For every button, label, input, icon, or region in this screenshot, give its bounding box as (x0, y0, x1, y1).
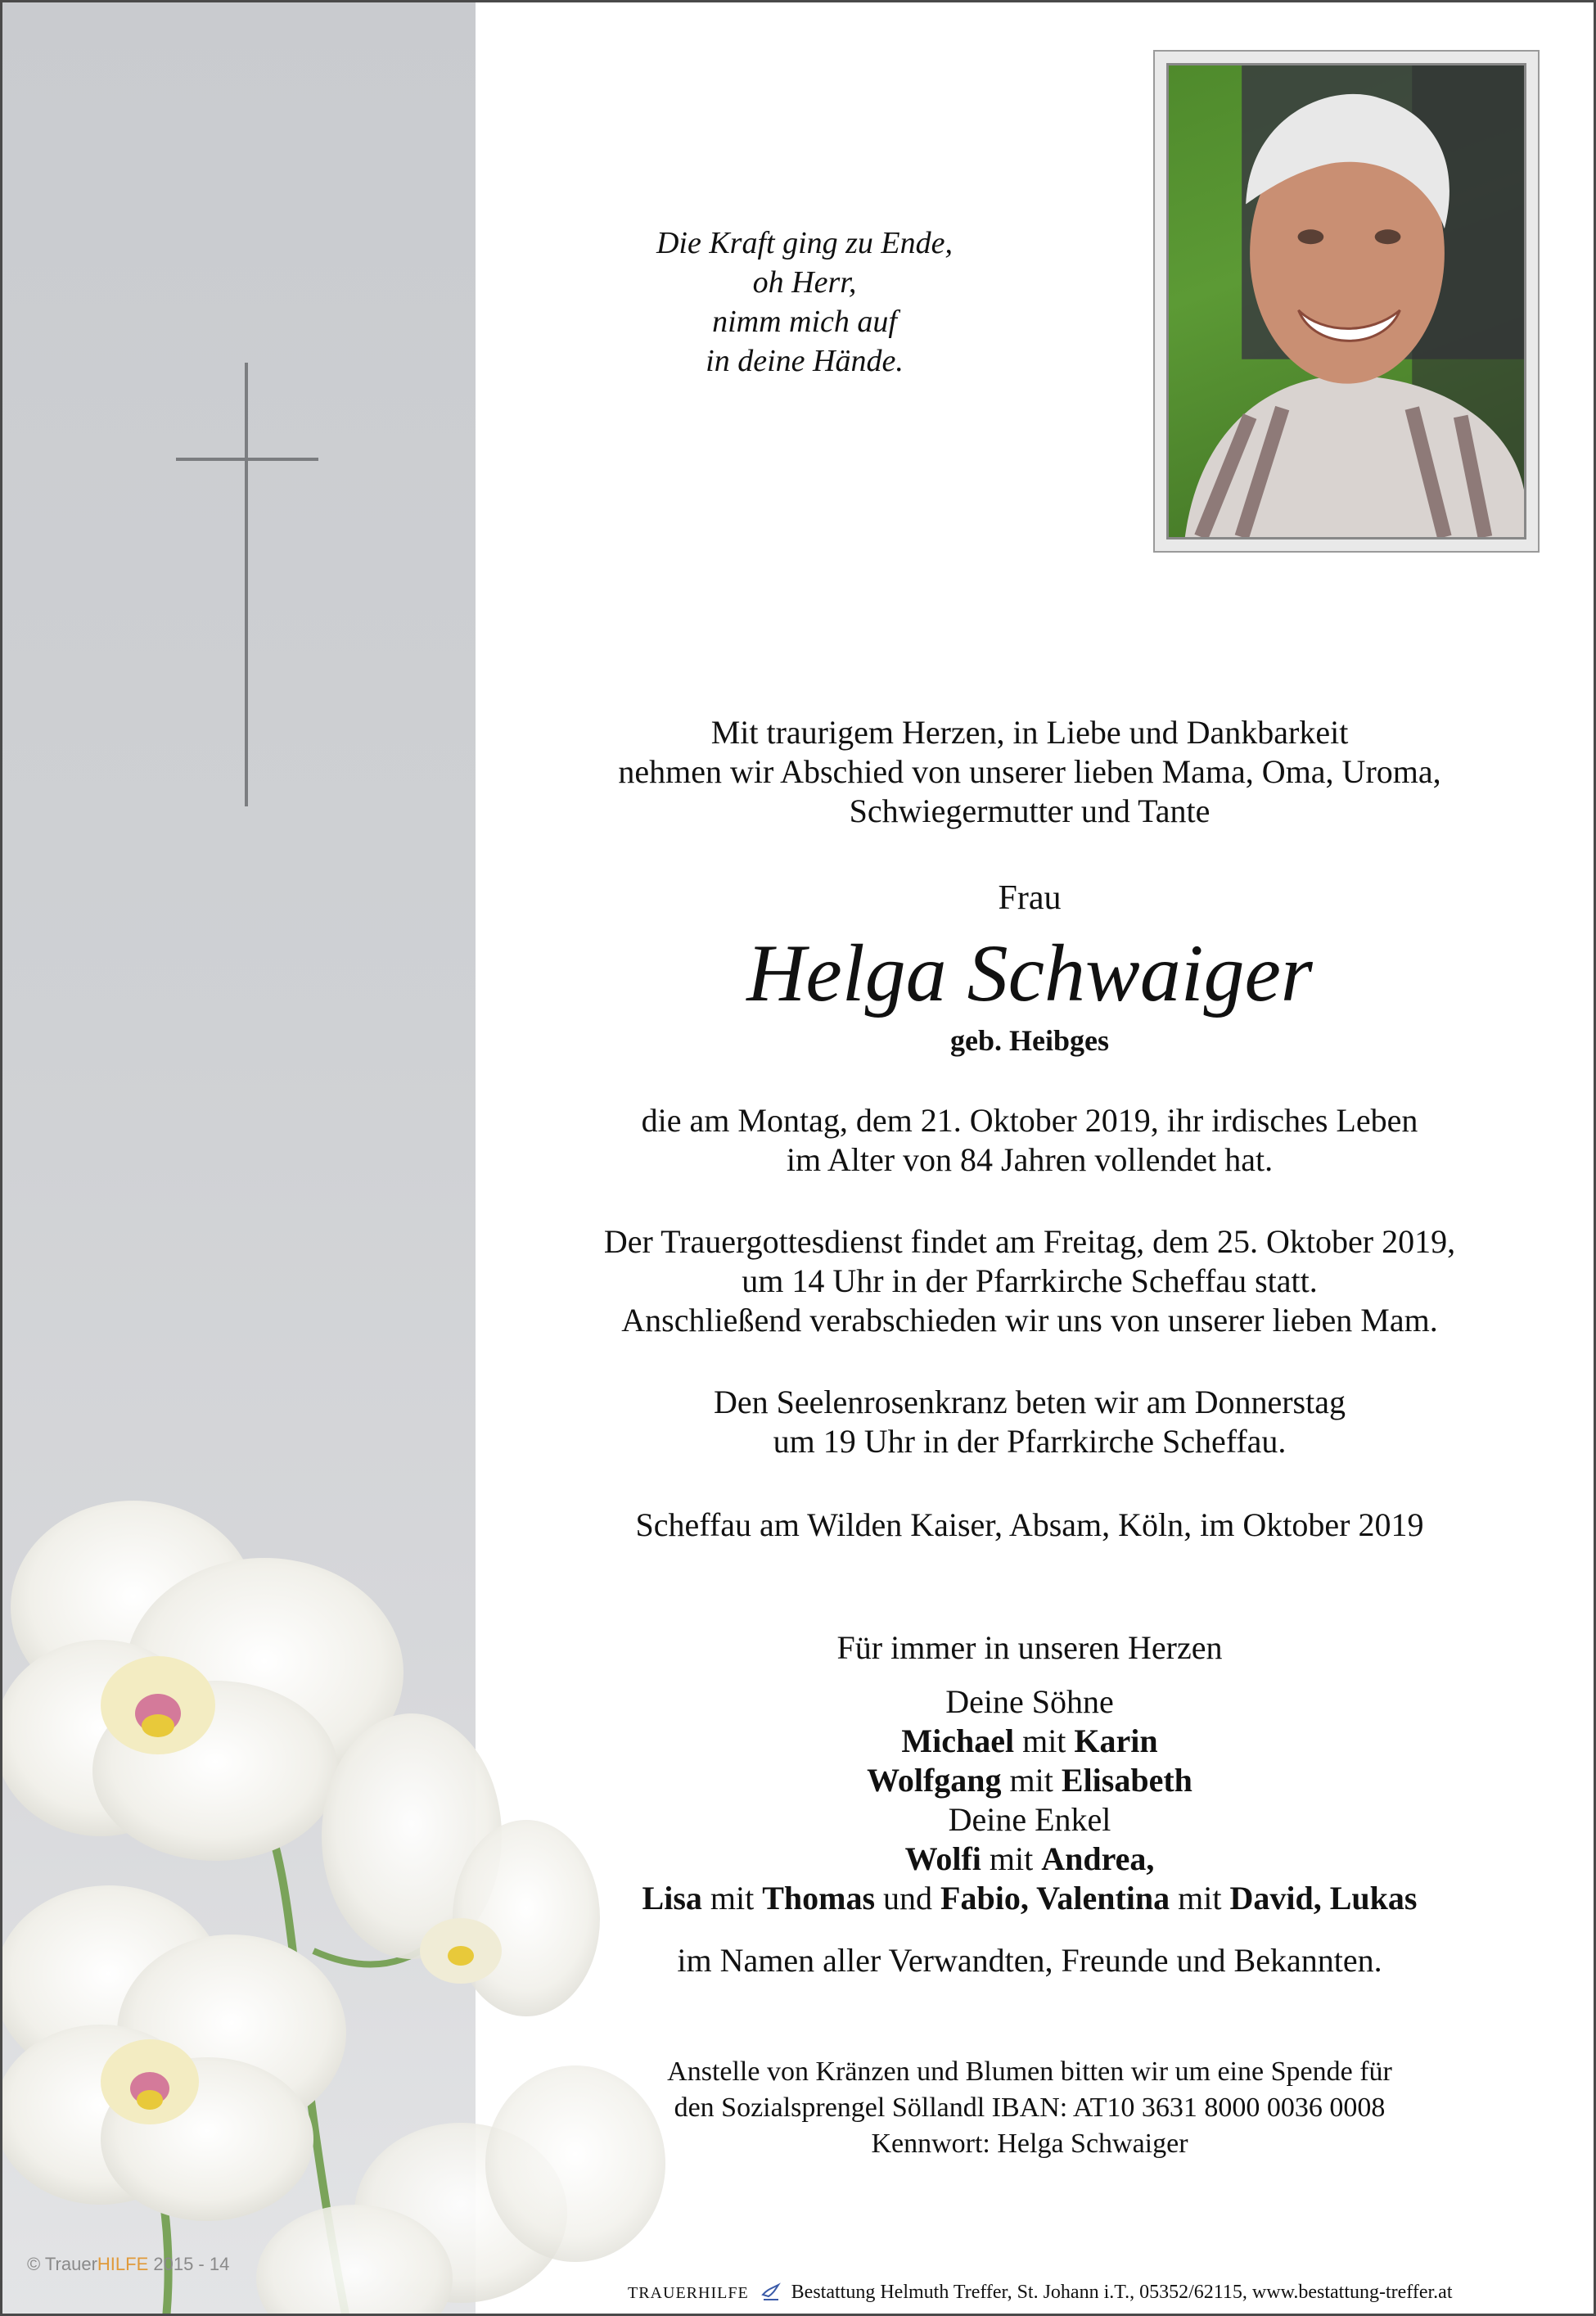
mourner-name: Michael (901, 1722, 1015, 1759)
connector: mit (1014, 1722, 1075, 1759)
intro-line: Mit traurigem Herzen, in Liebe und Dankbarkeit (710, 714, 1349, 751)
rosary-block (526, 1383, 1533, 1461)
copyright-highlight: HILFE (97, 2254, 149, 2274)
death-line: die am Montag, dem 21. Oktober 2019, ihr irdisches Leben (641, 1102, 1418, 1139)
intro-line: nehmen wir Abschied von unserer lieben Mama, Oma, Uroma, (618, 753, 1441, 790)
sons-line-2 (526, 1761, 1533, 1800)
deceased-name: Helga Schwaiger (746, 928, 1313, 1018)
funeral-line: um 14 Uhr in der Pfarrkirche Scheffau statt. (742, 1262, 1318, 1299)
verse-line: oh Herr, (752, 265, 857, 300)
place-date: Scheffau am Wilden Kaiser, Absam, Köln, im Oktober 2019 (635, 1506, 1424, 1543)
mourners-closing: im Namen aller Verwandten, Freunde und Bekannten. (677, 1942, 1382, 1979)
salutation: Frau (998, 879, 1062, 917)
cross-icon-bar (176, 458, 318, 461)
grand-line-2 (526, 1879, 1533, 1918)
verse-line: nimm mich auf (712, 305, 897, 339)
copyright-note (27, 2254, 229, 2275)
death-line: im Alter von 84 Jahren vollendet hat. (786, 1141, 1274, 1178)
mourner-name: Wolfgang (867, 1762, 1002, 1799)
copyright-prefix: © Trauer (27, 2254, 97, 2274)
funeral-line: Anschließend verabschieden wir uns von unserer lieben Mam. (621, 1302, 1438, 1339)
mourner-name: Wolfi (904, 1840, 981, 1877)
connector: mit (981, 1840, 1042, 1877)
footer-brand: TRAUERHILFE (628, 2284, 749, 2302)
mourners-block (526, 1682, 1533, 1918)
mourner-name: Fabio, Valentina (940, 1880, 1170, 1916)
mourners-heading: Für immer in unseren Herzen (836, 1629, 1223, 1666)
footer-text: Bestattung Helmuth Treffer, St. Johann i.T., 05352/62115, www.bestattung-treffer.at (791, 2282, 1453, 2303)
sons-label: Deine Söhne (945, 1683, 1114, 1720)
mourner-name: Karin (1074, 1722, 1158, 1759)
verse-line: Die Kraft ging zu Ende, (656, 226, 954, 260)
sons-line-1 (526, 1722, 1533, 1761)
portrait-image (1169, 65, 1524, 537)
donation-line: den Sozialsprengel Söllandl IBAN: AT10 3631 8000 0036 0008 (674, 2093, 1386, 2123)
connector: mit (701, 1880, 763, 1916)
funeral-line: Der Trauergottesdienst findet am Freitag, dem 25. Oktober 2019, (603, 1223, 1456, 1260)
portrait-frame (1153, 50, 1540, 553)
mourner-name: Thomas (762, 1880, 876, 1916)
copyright-suffix: 2015 - 14 (148, 2254, 230, 2274)
donation-block (526, 2054, 1533, 2162)
grand-line-1 (526, 1840, 1533, 1879)
rosary-line: um 19 Uhr in der Pfarrkirche Scheffau. (773, 1423, 1287, 1460)
death-block (526, 1101, 1533, 1180)
connector: mit (1001, 1762, 1062, 1799)
footer (628, 2280, 1453, 2305)
funeral-block (526, 1222, 1533, 1340)
intro-line: Schwiegermutter und Tante (849, 792, 1211, 829)
mourner-name: Elisabeth (1061, 1762, 1192, 1799)
cross-icon (245, 363, 248, 806)
mourner-name: David, Lukas (1229, 1880, 1418, 1916)
mourner-name: Lisa (642, 1880, 702, 1916)
donation-line: Anstelle von Kränzen und Blumen bitten wir um eine Spende für (667, 2056, 1392, 2087)
birth-name: geb. Heibges (950, 1024, 1109, 1057)
dove-icon (760, 2282, 782, 2303)
mourner-name: Andrea, (1041, 1840, 1155, 1877)
verse-line: in deine Hände. (706, 344, 904, 378)
portrait-photo (1166, 63, 1526, 539)
connector: und (875, 1880, 941, 1916)
intro-block (526, 713, 1533, 831)
verse-block (575, 223, 1034, 381)
donation-line: Kennwort: Helga Schwaiger (871, 2129, 1188, 2159)
connector: mit (1170, 1880, 1230, 1916)
grandchildren-label: Deine Enkel (948, 1801, 1111, 1838)
rosary-line: Den Seelenrosenkranz beten wir am Donnerstag (714, 1384, 1346, 1420)
